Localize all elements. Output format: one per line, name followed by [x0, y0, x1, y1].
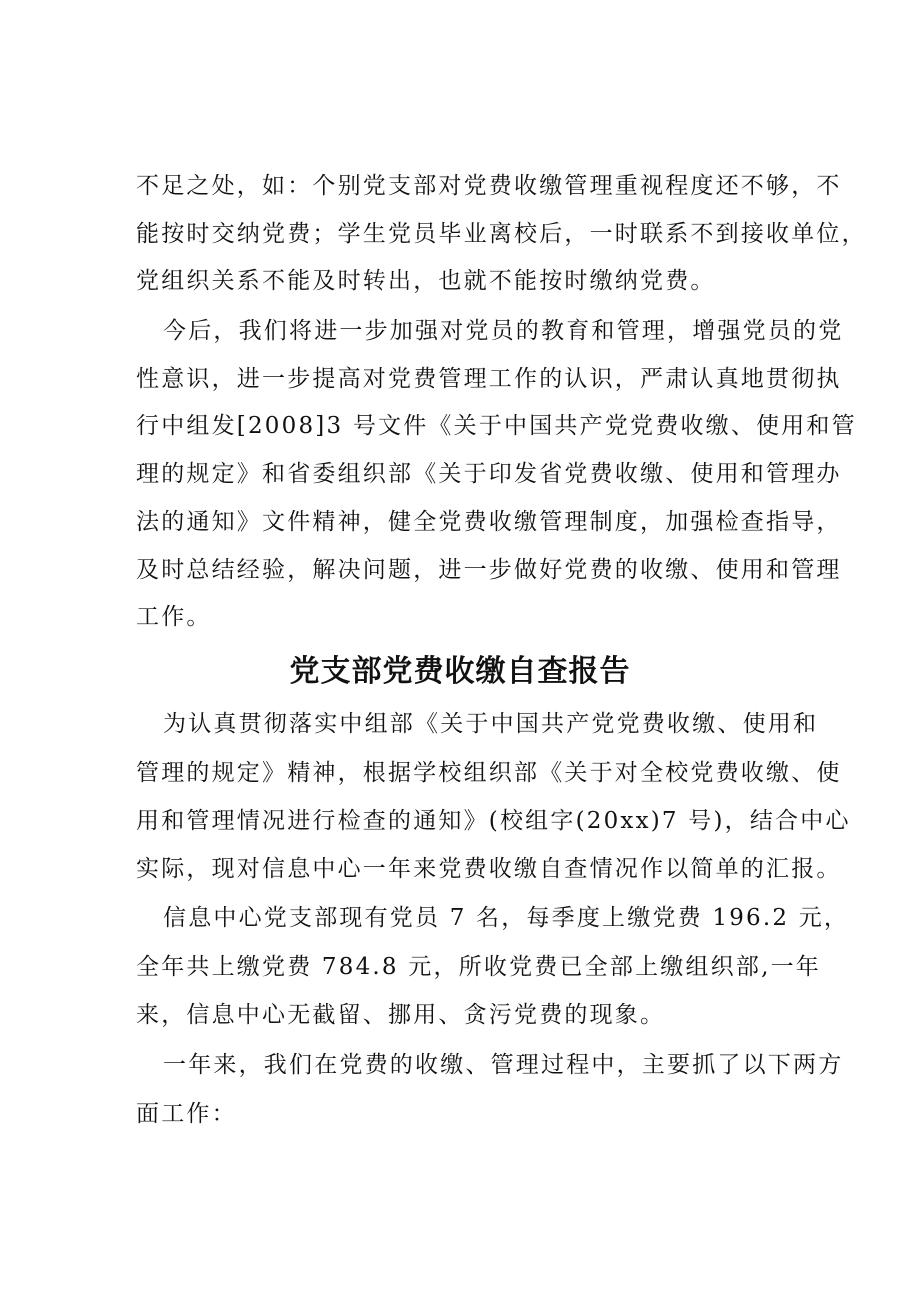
text-line: 工作。: [136, 604, 212, 630]
text-line: 理的规定》和省委组织部《关于印发省党费收缴、使用和管理办: [136, 461, 842, 487]
text-line: 用和管理情况进行检查的通知》(校组字(20xx)7 号)，结合中心: [136, 808, 851, 834]
text-line: 一年来，我们在党费的收缴、管理过程中，主要抓了以下两方: [163, 1052, 844, 1078]
text-line: 信息中心党支部现有党员 7 名，每季度上缴党费 196.2 元，: [163, 905, 850, 931]
text-line: 全年共上缴党费 784.8 元，所收党费已全部上缴组织部,一年: [136, 954, 821, 980]
text-line: 为认真贯彻落实中组部《关于中国共产党党费收缴、使用和: [163, 711, 819, 737]
text-line: 行中组发[2008]3 号文件《关于中国共产党党费收缴、使用和管: [136, 413, 857, 439]
text-line: 管理的规定》精神，根据学校组织部《关于对全校党费收缴、使: [136, 760, 842, 786]
text-line: 法的通知》文件精神，健全党费收缴管理制度，加强检查指导，: [136, 509, 842, 535]
text-line: 不足之处，如：个别党支部对党费收缴管理重视程度还不够，不: [136, 173, 842, 199]
text-line: 及时总结经验，解决问题，进一步做好党费的收缴、使用和管理: [136, 557, 842, 583]
text-line: 能按时交纳党费；学生党员毕业离校后，一时联系不到接收单位，: [136, 221, 867, 247]
text-line: 性意识，进一步提高对党费管理工作的认识，严肃认真地贯彻执: [136, 366, 842, 392]
text-line: 来，信息中心无截留、挪用、贪污党费的现象。: [136, 1002, 666, 1028]
text-line: 今后，我们将进一步加强对党员的教育和管理，增强党员的党: [163, 318, 844, 344]
text-line: 实际，现对信息中心一年来党费收缴自查情况作以简单的汇报。: [136, 856, 842, 882]
report-title: 党支部党费收缴自查报告: [289, 654, 631, 689]
text-line: 党组织关系不能及时转出，也就不能按时缴纳党费。: [136, 268, 716, 294]
text-line: 面工作：: [136, 1101, 237, 1127]
